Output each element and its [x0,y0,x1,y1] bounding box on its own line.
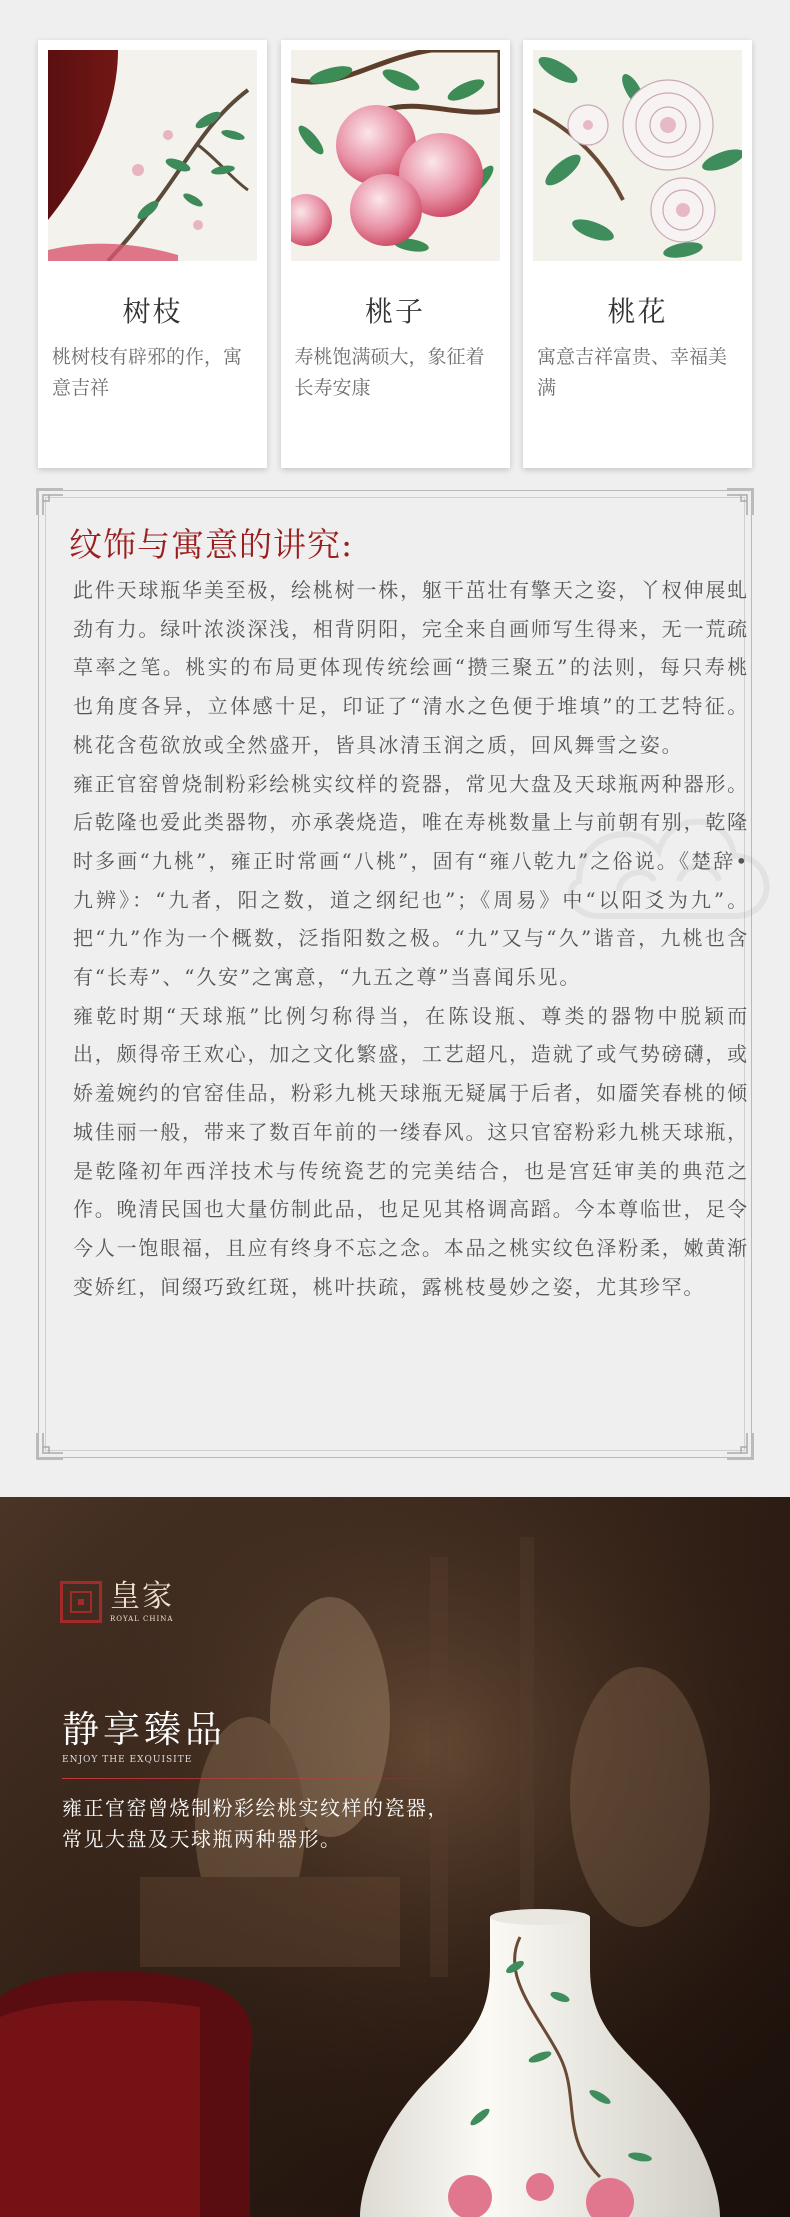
banner-title: 静享臻品 [62,1708,226,1751]
banner-description-line: 雍正官窑曾烧制粉彩绘桃实纹样的瓷器， [62,1796,449,1820]
card-title: 树枝 [122,295,183,328]
card-description: 桃树枝有辟邪的作，寓意吉祥 [52,346,243,399]
banner-description-line: 常见大盘及天球瓶两种器形。 [62,1827,342,1851]
card-branch [38,40,267,468]
feature-cards [38,40,752,468]
article-frame [38,490,752,1458]
logo-text-en: ROYAL CHINA [110,1615,174,1623]
banner-description [62,1793,582,1855]
card-description: 寓意吉祥富贵、幸福美满 [537,346,728,399]
article-paragraph: 此件天球瓶华美至极，绘桃树一株，躯干茁壮有擎天之姿，丫杈伸展虬劲有力。绿叶浓淡深浅，相背阴阳，完全来自画师写生得来，无一荒疏草率之笔。桃实的布局更体现传统绘画“攒三聚五”的法则，每只寿桃也角度各异，立体感十足，印证了“清水之色便于堆填”的工艺特征。桃花含苞欲放或全然盛开，皆具冰清玉润之质，回风舞雪之姿。 [73,578,749,757]
card-title: 桃子 [364,295,425,328]
promo-banner [0,1497,790,2217]
branch-porcelain-image [48,50,257,261]
corner-ornament-icon [35,487,65,517]
card-peach [281,40,510,468]
brand-logo [60,1581,174,1623]
article-title: 纹饰与寓意的讲究: [69,525,354,564]
card-description: 寿桃饱满硕大，象征着长寿安康 [294,346,485,399]
article-paragraph: 雍正官窑曾烧制粉彩绘桃实纹样的瓷器，常见大盘及天球瓶两种器形。后乾隆也爱此类器物，亦承袭烧造，唯在寿桃数量上与前朝有别，乾隆时多画“九桃”，雍正时常画“八桃”，固有“雍八乾九”之俗说。《楚辞•九辨》：“九者，阳之数，道之纲纪也”；《周易》中“以阳爻为九”。把“九”作为一个概数，泛指阳数之极。“九”又与“久”谐音，九桃也含有“长寿”、“久安”之寓意，“九五之尊”当喜闻乐见。 [73,771,749,990]
card-blossom [523,40,752,468]
corner-ornament-icon [725,1431,755,1461]
card-title: 桃花 [607,295,668,328]
seal-icon [60,1581,102,1623]
logo-text-cn: 皇家 [110,1579,174,1614]
article-body [73,571,749,1306]
corner-ornament-icon [35,1431,65,1461]
divider [62,1778,450,1779]
corner-ornament-icon [725,487,755,517]
peach-porcelain-image [291,50,500,261]
article-paragraph: 雍乾时期“天球瓶”比例匀称得当，在陈设瓶、尊类的器物中脱颖而出，颇得帝王欢心，加之文化繁盛，工艺超凡，造就了或气势磅礴，或娇羞婉约的官窑佳品，粉彩九桃天球瓶无疑属于后者，如靥笑春桃的倾城佳丽一般，带来了数百年前的一缕春风。这只官窑粉彩九桃天球瓶，是乾隆初年西洋技术与传统瓷艺的完美结合，也是宫廷审美的典范之作。晚清民国也大量仿制此品，也足见其格调高蹈。今本尊临世，足令今人一饱眼福，且应有终身不忘之念。本品之桃实纹色泽粉柔，嫩黄渐变娇红，间缀巧致红斑，桃叶扶疏，露桃枝曼妙之姿，尤其珍罕。 [73,1003,749,1299]
banner-subtitle: ENJOY THE EXQUISITE [62,1755,193,1765]
blossom-porcelain-image [533,50,742,261]
